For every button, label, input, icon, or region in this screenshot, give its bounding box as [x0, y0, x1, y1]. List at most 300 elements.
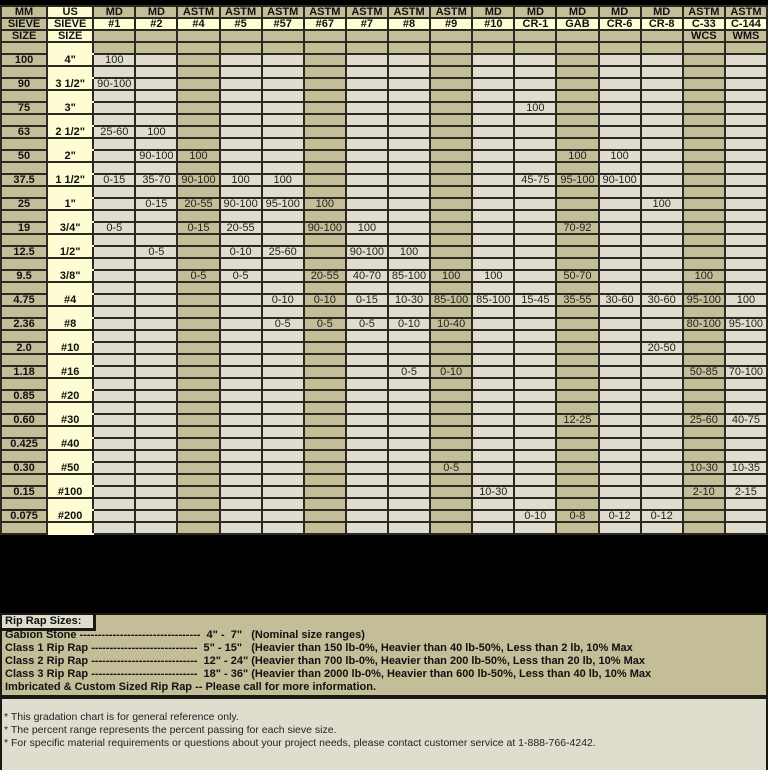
spacer-cell: [262, 474, 304, 486]
percent-passing-cell: [304, 366, 346, 378]
percent-passing-cell: [641, 126, 683, 138]
spacer-cell: [388, 258, 430, 270]
percent-passing-cell: [220, 510, 262, 522]
spacer-cell: [304, 162, 346, 174]
percent-passing-cell: [135, 78, 177, 90]
percent-passing-cell: [683, 126, 725, 138]
percent-passing-cell: [472, 102, 514, 114]
footnote-contact: * For specific material requirements or questions about your project needs, please contact customer service at 1-888-766-4242.: [4, 737, 596, 749]
spacer-cell: [93, 282, 135, 294]
rip-rap-sizes-panel: [0, 613, 768, 697]
percent-passing-cell: [514, 342, 556, 354]
percent-passing-cell: [135, 222, 177, 234]
spacer-cell: [220, 114, 262, 126]
percent-passing-cell: 0-10: [388, 318, 430, 330]
spacer-cell: [472, 90, 514, 102]
percent-passing-cell: 0-5: [304, 318, 346, 330]
percent-passing-cell: [304, 126, 346, 138]
spacer-cell: [641, 474, 683, 486]
spacer-cell: [472, 498, 514, 510]
column-header: #5: [220, 18, 262, 30]
percent-passing-cell: 20-55: [177, 198, 219, 210]
spacer-cell: [430, 258, 472, 270]
percent-passing-cell: 100: [346, 222, 388, 234]
percent-passing-cell: [135, 342, 177, 354]
spacer-cell: [135, 378, 177, 390]
mm-size-cell: 0.60: [1, 414, 47, 426]
table-row: [1, 270, 767, 282]
spacer-cell: [304, 210, 346, 222]
spacer-cell: [514, 258, 556, 270]
spacer-cell: [641, 402, 683, 414]
percent-passing-cell: [388, 342, 430, 354]
percent-passing-cell: [683, 78, 725, 90]
percent-passing-cell: [93, 198, 135, 210]
percent-passing-cell: [472, 390, 514, 402]
spacer-cell: [430, 234, 472, 246]
spacer-cell: [430, 426, 472, 438]
column-header: #7: [346, 18, 388, 30]
percent-passing-cell: 0-5: [177, 270, 219, 282]
spacer-cell: [93, 354, 135, 366]
percent-passing-cell: 30-60: [641, 294, 683, 306]
spacer-cell: [93, 378, 135, 390]
spacer-cell: [472, 234, 514, 246]
spacer-cell: [47, 474, 93, 486]
percent-passing-cell: [514, 438, 556, 450]
percent-passing-cell: 100: [93, 54, 135, 66]
mm-size-cell: 90: [1, 78, 47, 90]
percent-passing-cell: 70-92: [556, 222, 598, 234]
percent-passing-cell: 0-5: [135, 246, 177, 258]
spacer-cell: [599, 42, 641, 54]
mm-size-cell: 0.30: [1, 462, 47, 474]
spacer-cell: [346, 522, 388, 534]
percent-passing-cell: [220, 414, 262, 426]
percent-passing-cell: 100: [599, 150, 641, 162]
percent-passing-cell: 0-15: [93, 174, 135, 186]
percent-passing-cell: 10-30: [472, 486, 514, 498]
percent-passing-cell: 0-5: [262, 318, 304, 330]
spacer-cell: [599, 66, 641, 78]
spacer-cell: [135, 330, 177, 342]
percent-passing-cell: [388, 78, 430, 90]
spacer-cell: [304, 258, 346, 270]
spacer-cell: [388, 402, 430, 414]
spacer-cell: [1, 522, 47, 534]
spacer-cell: [556, 474, 598, 486]
percent-passing-cell: 0-8: [556, 510, 598, 522]
percent-passing-cell: [472, 54, 514, 66]
mm-size-cell: 2.36: [1, 318, 47, 330]
spacer-cell: [262, 426, 304, 438]
percent-passing-cell: [262, 438, 304, 450]
spacer-cell: [177, 138, 219, 150]
spacer-cell: [93, 330, 135, 342]
percent-passing-cell: [641, 462, 683, 474]
spacer-cell: [1, 114, 47, 126]
spacer-row: [1, 474, 767, 486]
percent-passing-cell: [683, 150, 725, 162]
percent-passing-cell: [388, 462, 430, 474]
spacer-cell: [177, 162, 219, 174]
column-header: MD: [93, 6, 135, 18]
percent-passing-cell: [725, 222, 767, 234]
percent-passing-cell: [430, 174, 472, 186]
spacer-cell: [346, 186, 388, 198]
spacer-cell: [220, 186, 262, 198]
spacer-cell: [430, 138, 472, 150]
spacer-cell: [430, 522, 472, 534]
percent-passing-cell: [220, 150, 262, 162]
spacer-cell: [725, 498, 767, 510]
mm-size-cell: 0.85: [1, 390, 47, 402]
percent-passing-cell: [346, 510, 388, 522]
column-header: GAB: [556, 18, 598, 30]
percent-passing-cell: [599, 462, 641, 474]
spacer-cell: [683, 186, 725, 198]
percent-passing-cell: [641, 54, 683, 66]
spacer-cell: [599, 474, 641, 486]
column-header: ASTM: [388, 6, 430, 18]
spacer-cell: [599, 426, 641, 438]
spacer-cell: [135, 186, 177, 198]
spacer-cell: [47, 378, 93, 390]
percent-passing-cell: [683, 222, 725, 234]
spacer-cell: [641, 498, 683, 510]
percent-passing-cell: [388, 102, 430, 114]
percent-passing-cell: [683, 102, 725, 114]
percent-passing-cell: [135, 318, 177, 330]
percent-passing-cell: [472, 222, 514, 234]
spacer-cell: [93, 42, 135, 54]
spacer-cell: [135, 90, 177, 102]
percent-passing-cell: [177, 438, 219, 450]
mm-size-cell: 1.18: [1, 366, 47, 378]
spacer-cell: [683, 474, 725, 486]
spacer-cell: [556, 186, 598, 198]
column-header: [220, 30, 262, 42]
spacer-cell: [472, 282, 514, 294]
spacer-cell: [93, 522, 135, 534]
percent-passing-cell: [262, 366, 304, 378]
percent-passing-cell: 95-100: [262, 198, 304, 210]
spacer-cell: [1, 66, 47, 78]
percent-passing-cell: [346, 486, 388, 498]
percent-passing-cell: [599, 390, 641, 402]
spacer-cell: [641, 282, 683, 294]
percent-passing-cell: [514, 222, 556, 234]
spacer-cell: [346, 210, 388, 222]
column-header: [262, 30, 304, 42]
percent-passing-cell: [472, 438, 514, 450]
mm-size-cell: 0.075: [1, 510, 47, 522]
spacer-cell: [472, 426, 514, 438]
percent-passing-cell: 100: [556, 150, 598, 162]
percent-passing-cell: 100: [683, 270, 725, 282]
spacer-cell: [514, 378, 556, 390]
spacer-cell: [1, 162, 47, 174]
percent-passing-cell: [93, 438, 135, 450]
table-row: [1, 222, 767, 234]
percent-passing-cell: [514, 270, 556, 282]
spacer-row: [1, 186, 767, 198]
spacer-cell: [641, 90, 683, 102]
column-header: CR-1: [514, 18, 556, 30]
spacer-row: [1, 306, 767, 318]
spacer-row: [1, 138, 767, 150]
spacer-cell: [93, 426, 135, 438]
percent-passing-cell: 100: [514, 102, 556, 114]
spacer-cell: [262, 282, 304, 294]
percent-passing-cell: [514, 414, 556, 426]
spacer-cell: [599, 234, 641, 246]
percent-passing-cell: [304, 174, 346, 186]
spacer-row: [1, 258, 767, 270]
column-header: US: [47, 6, 93, 18]
spacer-cell: [346, 114, 388, 126]
spacer-cell: [641, 66, 683, 78]
spacer-cell: [556, 42, 598, 54]
spacer-cell: [725, 90, 767, 102]
percent-passing-cell: [262, 270, 304, 282]
percent-passing-cell: [93, 414, 135, 426]
spacer-cell: [346, 162, 388, 174]
spacer-cell: [599, 162, 641, 174]
mm-size-cell: 9.5: [1, 270, 47, 282]
spacer-cell: [220, 138, 262, 150]
spacer-cell: [220, 498, 262, 510]
percent-passing-cell: [262, 150, 304, 162]
percent-passing-cell: 0-10: [514, 510, 556, 522]
spacer-cell: [472, 306, 514, 318]
percent-passing-cell: [177, 246, 219, 258]
percent-passing-cell: 85-100: [430, 294, 472, 306]
us-size-cell: #200: [47, 510, 93, 522]
spacer-cell: [430, 402, 472, 414]
percent-passing-cell: 40-70: [346, 270, 388, 282]
column-header: #10: [472, 18, 514, 30]
percent-passing-cell: [304, 510, 346, 522]
spacer-cell: [304, 498, 346, 510]
spacer-cell: [346, 450, 388, 462]
percent-passing-cell: 90-100: [93, 78, 135, 90]
spacer-cell: [556, 66, 598, 78]
percent-passing-cell: [220, 54, 262, 66]
percent-passing-cell: [177, 510, 219, 522]
percent-passing-cell: [641, 246, 683, 258]
percent-passing-cell: [641, 78, 683, 90]
column-header: WCS: [683, 30, 725, 42]
percent-passing-cell: [556, 438, 598, 450]
percent-passing-cell: [641, 366, 683, 378]
percent-passing-cell: [346, 390, 388, 402]
spacer-cell: [346, 66, 388, 78]
mm-size-cell: 37.5: [1, 174, 47, 186]
percent-passing-cell: [556, 462, 598, 474]
spacer-cell: [388, 186, 430, 198]
us-size-cell: 1": [47, 198, 93, 210]
spacer-cell: [177, 498, 219, 510]
table-row: [1, 150, 767, 162]
spacer-cell: [641, 114, 683, 126]
percent-passing-cell: [430, 102, 472, 114]
us-size-cell: 2 1/2": [47, 126, 93, 138]
spacer-row: [1, 450, 767, 462]
percent-passing-cell: [641, 390, 683, 402]
us-size-cell: 3/4": [47, 222, 93, 234]
percent-passing-cell: [430, 414, 472, 426]
spacer-cell: [135, 522, 177, 534]
percent-passing-cell: 20-50: [641, 342, 683, 354]
spacer-cell: [304, 330, 346, 342]
footnotes-panel: [0, 697, 768, 770]
percent-passing-cell: [220, 438, 262, 450]
spacer-cell: [472, 378, 514, 390]
spacer-cell: [472, 42, 514, 54]
column-header: #1: [93, 18, 135, 30]
mm-size-cell: 0.15: [1, 486, 47, 498]
percent-passing-cell: 95-100: [725, 318, 767, 330]
column-header: SIEVE: [1, 18, 47, 30]
spacer-cell: [135, 354, 177, 366]
spacer-cell: [472, 258, 514, 270]
percent-passing-cell: 10-40: [430, 318, 472, 330]
spacer-cell: [725, 258, 767, 270]
column-header: ASTM: [262, 6, 304, 18]
spacer-cell: [47, 258, 93, 270]
spacer-cell: [177, 450, 219, 462]
percent-passing-cell: [262, 126, 304, 138]
percent-passing-cell: [599, 270, 641, 282]
spacer-cell: [346, 354, 388, 366]
table-row: [1, 390, 767, 402]
percent-passing-cell: [641, 222, 683, 234]
spacer-cell: [135, 258, 177, 270]
percent-passing-cell: [725, 54, 767, 66]
spacer-cell: [304, 186, 346, 198]
spacer-cell: [725, 186, 767, 198]
percent-passing-cell: [220, 318, 262, 330]
table-row: [1, 318, 767, 330]
spacer-cell: [556, 426, 598, 438]
spacer-row: [1, 330, 767, 342]
us-size-cell: #50: [47, 462, 93, 474]
spacer-cell: [262, 522, 304, 534]
percent-passing-cell: 95-100: [683, 294, 725, 306]
spacer-cell: [177, 426, 219, 438]
spacer-cell: [514, 138, 556, 150]
percent-passing-cell: [514, 390, 556, 402]
spacer-row: [1, 378, 767, 390]
header-row: [1, 30, 767, 42]
spacer-cell: [262, 378, 304, 390]
table-row: [1, 294, 767, 306]
percent-passing-cell: 20-55: [220, 222, 262, 234]
percent-passing-cell: [599, 318, 641, 330]
percent-passing-cell: [93, 486, 135, 498]
spacer-cell: [220, 522, 262, 534]
percent-passing-cell: [135, 366, 177, 378]
percent-passing-cell: [430, 510, 472, 522]
percent-passing-cell: [177, 54, 219, 66]
percent-passing-cell: [430, 78, 472, 90]
percent-passing-cell: [135, 54, 177, 66]
spacer-cell: [1, 306, 47, 318]
spacer-cell: [135, 162, 177, 174]
percent-passing-cell: [514, 126, 556, 138]
percent-passing-cell: 100: [430, 270, 472, 282]
percent-passing-cell: [472, 342, 514, 354]
percent-passing-cell: [556, 198, 598, 210]
percent-passing-cell: [641, 318, 683, 330]
spacer-cell: [683, 258, 725, 270]
spacer-cell: [556, 90, 598, 102]
spacer-cell: [304, 402, 346, 414]
spacer-cell: [220, 282, 262, 294]
percent-passing-cell: [472, 198, 514, 210]
column-header: CR-8: [641, 18, 683, 30]
spacer-row: [1, 402, 767, 414]
column-header: MD: [135, 6, 177, 18]
spacer-cell: [683, 378, 725, 390]
percent-passing-cell: 50-85: [683, 366, 725, 378]
spacer-row: [1, 522, 767, 534]
percent-passing-cell: [177, 294, 219, 306]
percent-passing-cell: [430, 150, 472, 162]
percent-passing-cell: 2-15: [725, 486, 767, 498]
spacer-cell: [683, 330, 725, 342]
spacer-cell: [514, 354, 556, 366]
spacer-cell: [388, 522, 430, 534]
table-row: [1, 486, 767, 498]
percent-passing-cell: [93, 102, 135, 114]
percent-passing-cell: [388, 414, 430, 426]
spacer-cell: [135, 234, 177, 246]
spacer-cell: [683, 162, 725, 174]
percent-passing-cell: [262, 390, 304, 402]
spacer-cell: [472, 162, 514, 174]
percent-passing-cell: [93, 294, 135, 306]
spacer-row: [1, 210, 767, 222]
percent-passing-cell: [725, 126, 767, 138]
spacer-cell: [388, 162, 430, 174]
spacer-cell: [725, 114, 767, 126]
percent-passing-cell: [262, 54, 304, 66]
spacer-cell: [430, 330, 472, 342]
percent-passing-cell: [599, 222, 641, 234]
spacer-cell: [514, 66, 556, 78]
table-row: [1, 198, 767, 210]
spacer-cell: [93, 162, 135, 174]
column-header: [177, 30, 219, 42]
spacer-cell: [135, 114, 177, 126]
percent-passing-cell: [556, 78, 598, 90]
spacer-cell: [599, 498, 641, 510]
spacer-cell: [430, 306, 472, 318]
spacer-cell: [135, 450, 177, 462]
percent-passing-cell: [725, 246, 767, 258]
spacer-cell: [135, 426, 177, 438]
column-header: ASTM: [177, 6, 219, 18]
spacer-cell: [177, 258, 219, 270]
spacer-cell: [556, 378, 598, 390]
percent-passing-cell: [93, 318, 135, 330]
percent-passing-cell: [135, 414, 177, 426]
percent-passing-cell: 25-60: [93, 126, 135, 138]
percent-passing-cell: [641, 150, 683, 162]
spacer-cell: [556, 210, 598, 222]
